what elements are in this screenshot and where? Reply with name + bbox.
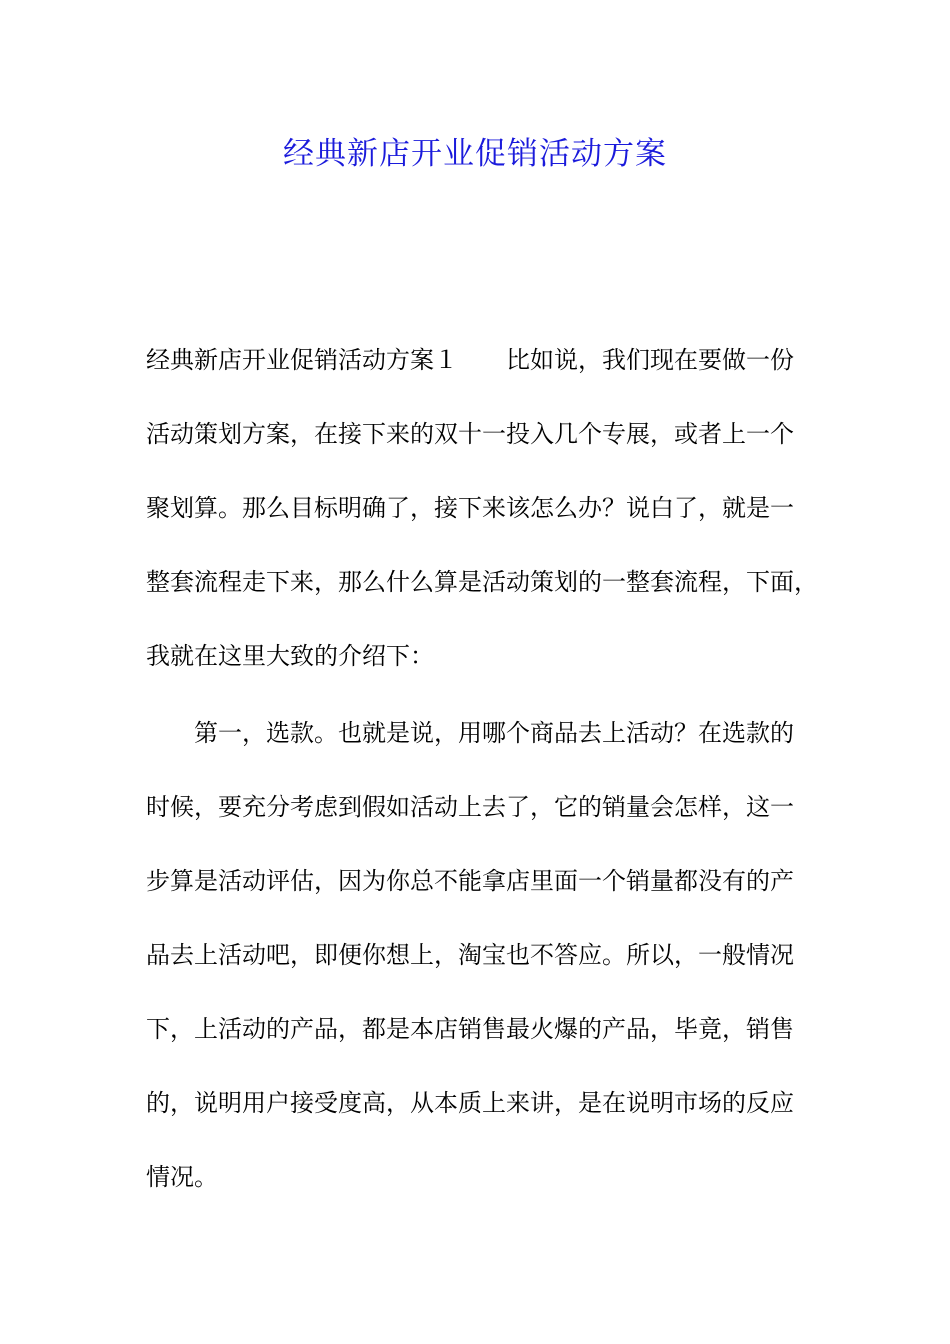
paragraph-2 [146, 696, 826, 1214]
text-line: 品去上活动吧，即便你想上，淘宝也不答应。所以，一般情况 [146, 941, 794, 969]
document-title: 经典新店开业促销活动方案 [283, 136, 667, 172]
paragraph-1 [146, 323, 826, 693]
text-line: 第一，选款。也就是说，用哪个商品去上活动？在选款的 [194, 719, 794, 747]
text-line: 情况。 [146, 1163, 218, 1191]
text-line: 的，说明用户接受度高，从本质上来讲，是在说明市场的反应 [146, 1089, 794, 1117]
text-line: 整套流程走下来，那么什么算是活动策划的一整套流程，下面， [146, 568, 818, 596]
text-line: 活动策划方案，在接下来的双十一投入几个专展，或者上一个 [146, 420, 794, 448]
text-line: 步算是活动评估，因为你总不能拿店里面一个销量都没有的产 [146, 867, 794, 895]
text-line: 时候，要充分考虑到假如活动上去了，它的销量会怎样，这一 [146, 793, 794, 821]
text-line: 我就在这里大致的介绍下： [146, 642, 434, 670]
text-line: 经典新店开业促销活动方案１ 比如说，我们现在要做一份 [146, 346, 794, 374]
text-line: 聚划算。那么目标明确了，接下来该怎么办？说白了，就是一 [146, 494, 794, 522]
text-line: 下，上活动的产品，都是本店销售最火爆的产品，毕竟，销售 [146, 1015, 794, 1043]
